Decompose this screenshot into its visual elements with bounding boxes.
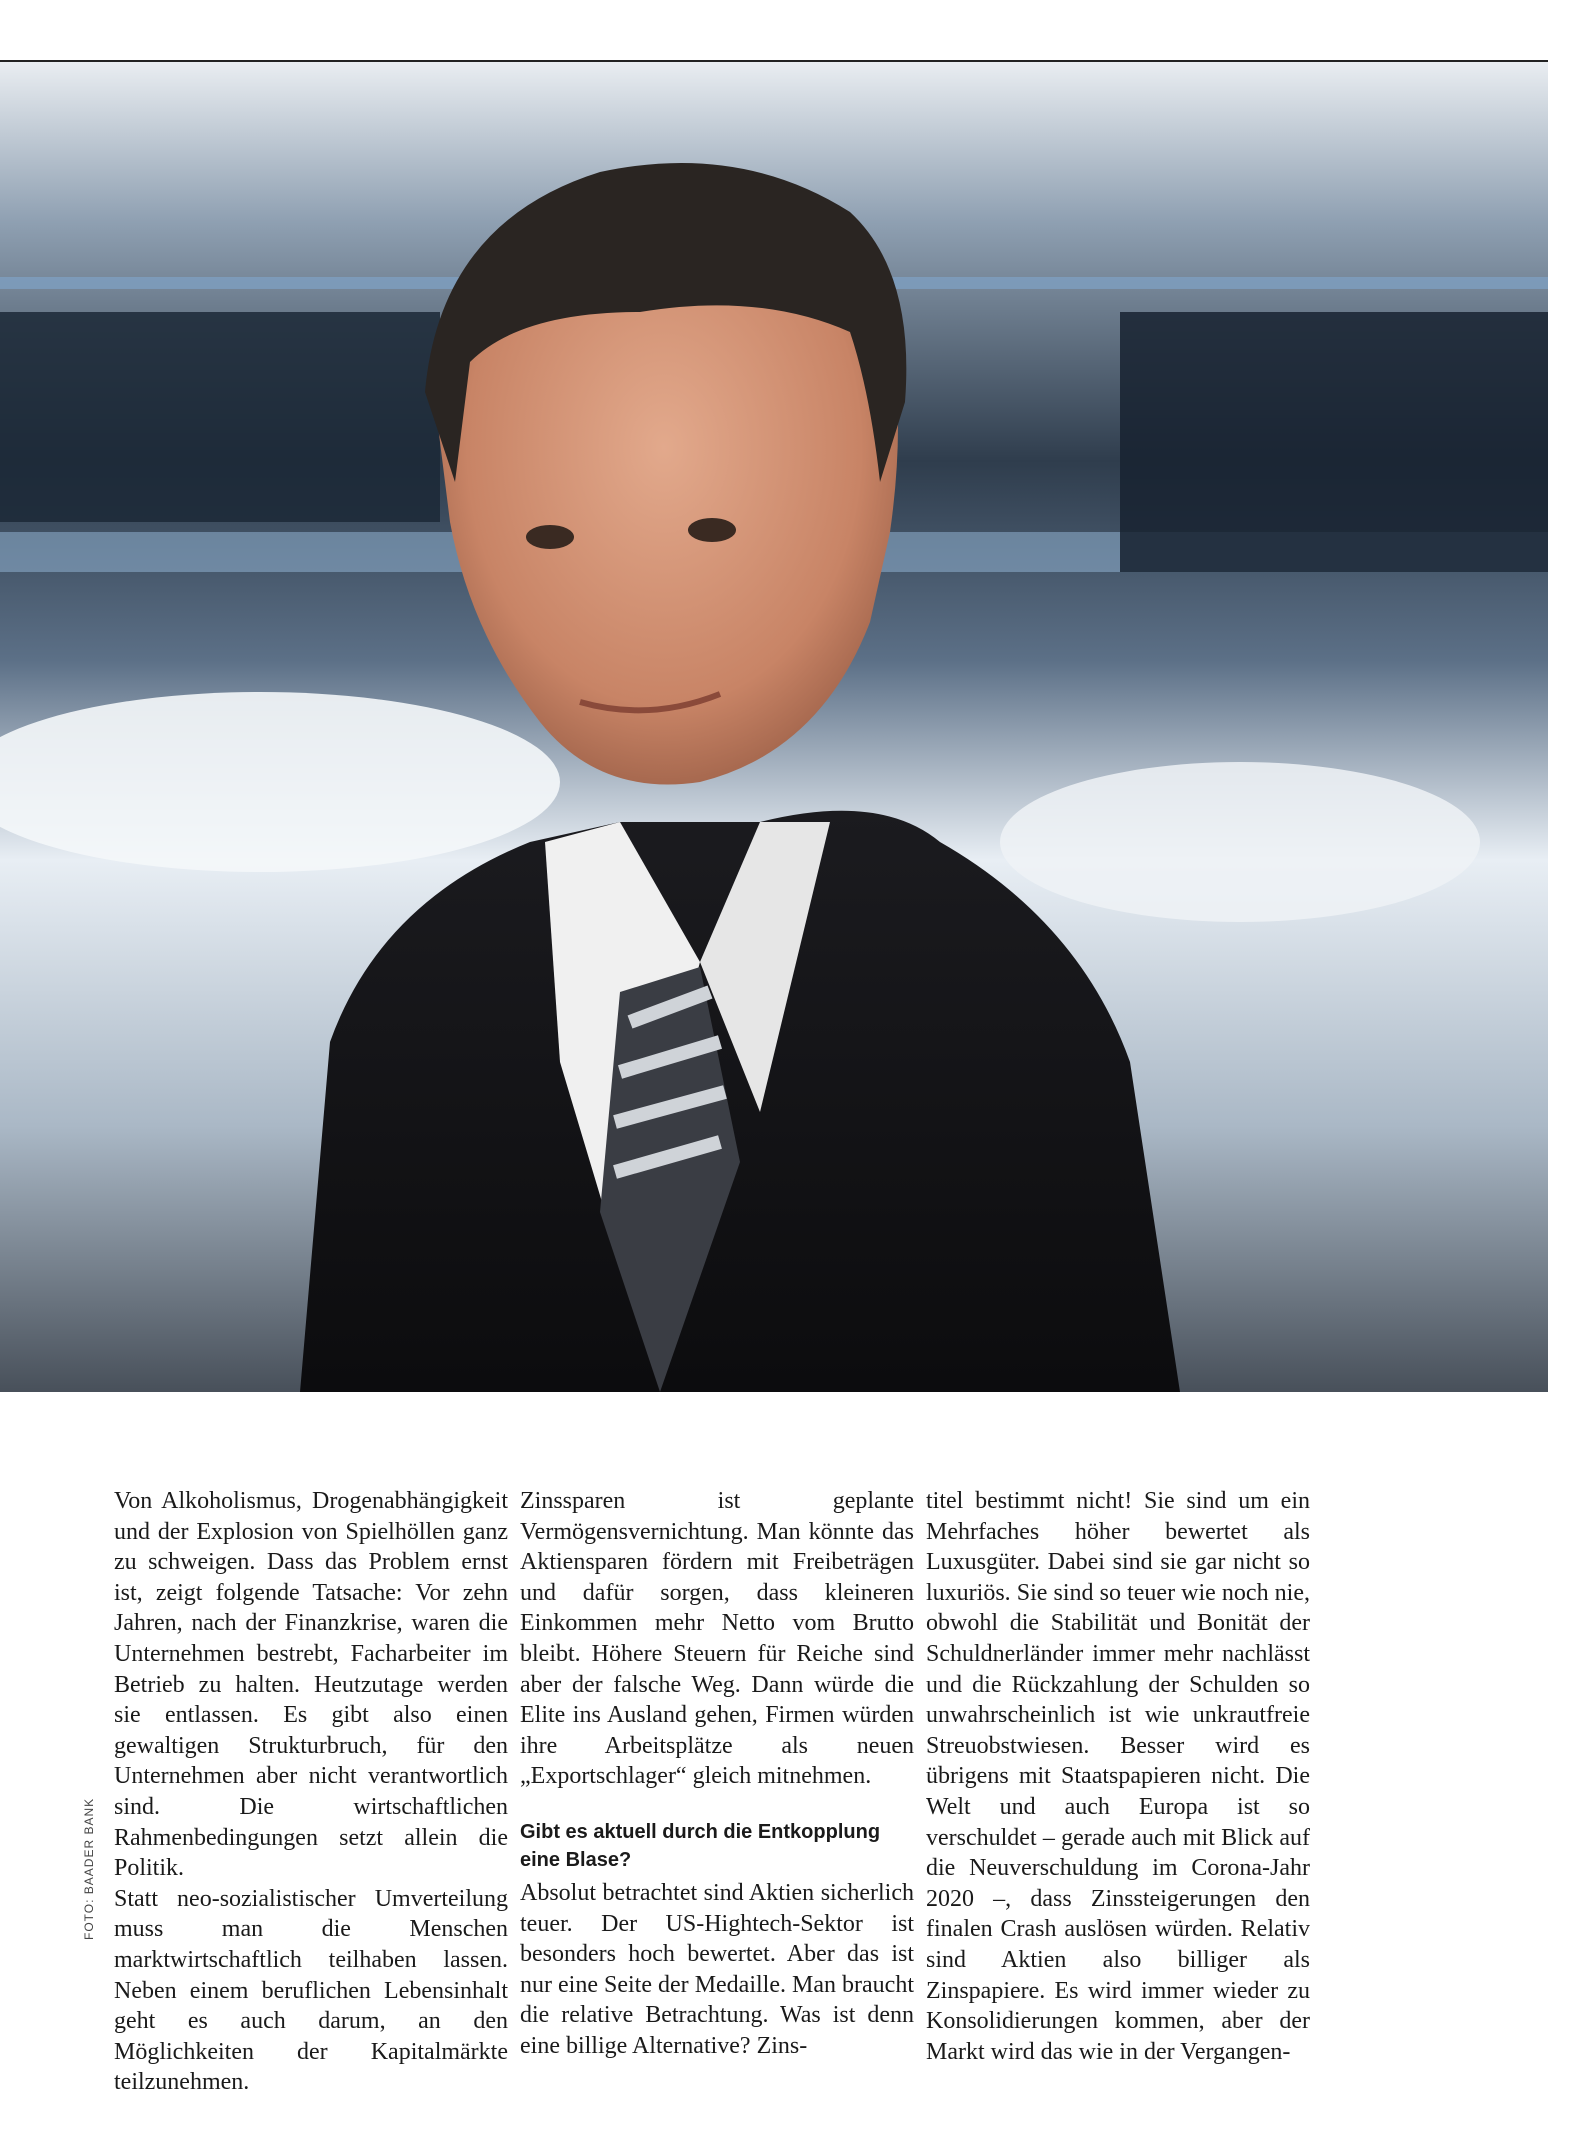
column-1-paragraph-1: Von Alkoholismus, Drogenabhängigkeit und der Explosion von Spielhöllen ganz zu schweigen. Dass das Problem ernst ist, zeigt folgende Tatsache: Vor zehn Jahren, nach der Finanzkrise, waren die Unternehmen bestrebt, Facharbeiter im Betrieb zu halten. Heutzutage werden sie entlassen. Es gibt also einen gewaltigen Strukturbruch, für den Unternehmen aber nicht verantwortlich sind. Die wirtschaftlichen Rahmenbedingungen setzt allein die Politik. (114, 1488, 508, 1882)
column-1-paragraph-2: Statt neo-sozialistischer Umverteilung muss man die Menschen marktwirtschaftlich teilhaben lassen. Neben einem beruflichen Lebensinhalt geht es auch darum, an den Möglichkeiten der Kapitalmärkte teilzunehmen. (114, 1885, 508, 2096)
photo-credit: FOTO: BAADER BANK (82, 1797, 96, 1940)
portrait-illustration (0, 62, 1548, 1392)
column-2-paragraph-1: Zinssparen ist geplante Vermögensvernichtung. Man könnte das Aktiensparen fördern mit Freibeträgen und dafür sorgen, dass kleineren Einkommen mehr Netto vom Brutto bleibt. Höhere Steuern für Reiche sind aber der falsche Weg. Dann würde die Elite ins Ausland gehen, Firmen würden ihre Arbeitsplätze als neuen „Exportschlager“ gleich mitnehmen. (520, 1488, 914, 1790)
portrait-photo (0, 62, 1548, 1392)
column-2 (520, 1486, 914, 2062)
column-3 (926, 1486, 1310, 2067)
interview-question: Gibt es aktuell durch die Entkopplung eine Blase? (520, 1820, 881, 1871)
column-2-paragraph-2: Absolut betrachtet sind Aktien sicherlich teuer. Der US-Hightech-Sektor ist besonders hoch bewertet. Aber das ist nur eine Seite der Medaille. Man braucht die relative Betrachtung. Was ist denn eine billige Alternative? Zins- (520, 1879, 914, 2059)
column-1 (114, 1486, 508, 2098)
column-3-paragraph-1: titel bestimmt nicht! Sie sind um ein Mehrfaches höher bewertet als Luxusgüter. Dabei sind sie gar nicht so luxuriös. Sie sind so teuer wie noch nie, obwohl die Stabilität und Bonität der Schuldnerländer immer mehr nachlässt und die Rückzahlung der Schulden so unwahrscheinlich ist wie unkrautfreie Streuobstwiesen. Besser wird es übrigens mit Staatspapieren nicht. Die Welt und auch Europa ist so verschuldet – gerade auch mit Blick auf die Neuverschuldung im Corona-Jahr 2020 –, dass Zinssteigerungen den finalen Crash auslösen würden. Relativ sind Aktien also billiger als Zinspapiere. Es wird immer wieder zu Konsolidierungen kommen, aber der Markt wird das wie in der Vergangen- (926, 1488, 1310, 2065)
